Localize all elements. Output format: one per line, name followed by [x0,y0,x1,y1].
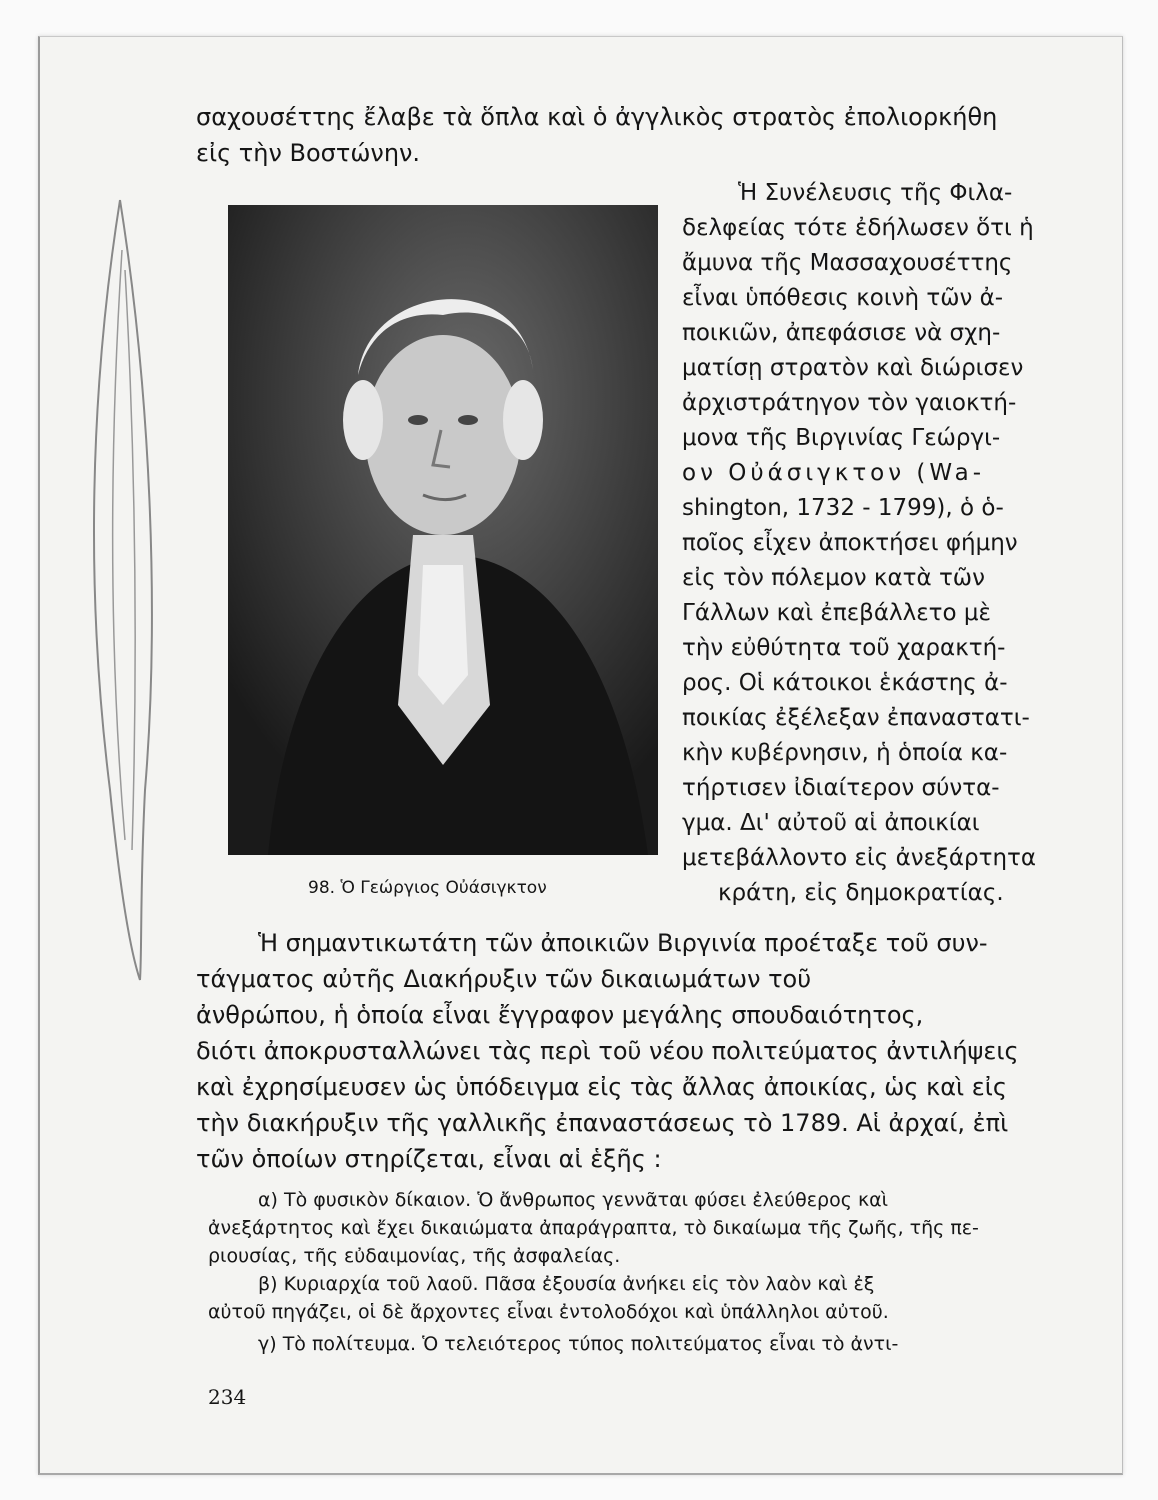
column-line-1: Ἡ Συνέλευσις τῆς Φιλα- [738,180,1013,206]
column-line-19: γμα. Δι' αὐτοῦ αἱ ἀποικίαι [682,810,980,836]
body-line-4: διότι ἀποκρυσταλλώνει τὰς περὶ τοῦ νέου πολιτεύματος ἀντιλήψεις [196,1037,1019,1065]
column-line-12: εἰς τὸν πόλεμον κατὰ τῶν [682,565,985,591]
column-line-18: τήρτισεν ἰδιαίτερον σύντα- [682,775,1000,801]
column-line-13: Γάλλων καὶ ἐπεβάλλετο μὲ [682,600,991,626]
body-line-1: Ἡ σημαντικωτάτη τῶν ἀποικιῶν Βιργινία προέταξε τοῦ συν- [258,929,988,957]
portrait-caption: 98. Ὁ Γεώργιος Οὐάσιγκτον [308,878,547,898]
column-line-11: ποῖος εἶχεν ἀποκτήσει φήμην [682,530,1018,556]
column-line-21: κράτη, εἰς δημοκρατίας. [718,880,1004,906]
column-line-14: τὴν εὐθύτητα τοῦ χαρακτή- [682,635,1006,661]
column-line-15: ρος. Οἱ κάτοικοι ἑκάστης ἀ- [682,670,1008,696]
small-line-1: α) Τὸ φυσικὸν δίκαιον. Ὁ ἄνθρωπος γεννᾶται φύσει ἐλεύθερος καὶ [258,1189,889,1211]
column-line-17: κὴν κυβέρνησιν, ἡ ὁποία κα- [682,740,1008,766]
body-line-6: τὴν διακήρυξιν τῆς γαλλικῆς ἐπαναστάσεως τὸ 1789. Αἱ ἀρχαί, ἐπὶ [196,1109,1009,1137]
body-line-3: ἀνθρώπου, ἡ ὁποία εἶναι ἔγγραφον μεγάλης σπουδαιότητος, [196,1001,924,1029]
portrait-washington [228,205,658,855]
body-line-2: τάγματος αὐτῆς Διακήρυξιν τῶν δικαιωμάτων τοῦ [196,965,812,993]
column-line-2: δελφείας τότε ἐδήλωσεν ὅτι ἡ [682,215,1034,241]
column-line-8: μονα τῆς Βιργινίας Γεώργι- [682,425,1001,451]
column-line-9: ον Οὐάσιγκτον (Wa- [682,460,986,486]
small-line-4: β) Κυριαρχία τοῦ λαοῦ. Πᾶσα ἐξουσία ἀνήκει εἰς τὸν λαὸν καὶ ἐξ [258,1273,875,1295]
body-line-5: καὶ ἐχρησίμευσεν ὡς ὑπόδειγμα εἰς τὰς ἄλλας ἀποικίας, ὡς καὶ εἰς [196,1073,1007,1101]
column-line-10: shington, 1732 - 1799), ὁ ὁ- [682,495,1004,521]
body-line-7: τῶν ὁποίων στηρίζεται, εἶναι αἱ ἑξῆς : [196,1145,662,1173]
top-line-1: σαχουσέττης ἔλαβε τὰ ὅπλα καὶ ὁ ἀγγλικὸς στρατὸς ἐπολιορκήθη [196,103,998,131]
page-number: 234 [208,1385,247,1409]
column-line-16: ποικίας ἐξέλεξαν ἐπαναστατι- [682,705,1030,731]
small-line-2: ἀνεξάρτητος καὶ ἔχει δικαιώματα ἀπαράγραπτα, τὸ δικαίωμα τῆς ζωῆς, τῆς πε- [208,1217,979,1239]
column-line-6: ματίσῃ στρατὸν καὶ διώρισεν [682,355,1024,381]
top-line-2: εἰς τὴν Βοστώνην. [196,139,421,167]
small-line-5: αὐτοῦ πηγάζει, οἱ δὲ ἄρχοντες εἶναι ἐντολοδόχοι καὶ ὑπάλληλοι αὐτοῦ. [208,1301,889,1323]
small-line-3: ριουσίας, τῆς εὐδαιμονίας, τῆς ἀσφαλείας. [208,1245,621,1267]
column-line-4: εἶναι ὑπόθεσις κοινὴ τῶν ἀ- [682,285,1004,311]
column-line-20: μετεβάλλοντο εἰς ἀνεξάρτητα [682,845,1037,871]
pencil-doodle [80,190,170,990]
column-line-5: ποικιῶν, ἀπεφάσισε νὰ σχη- [682,320,1001,346]
small-line-6: γ) Τὸ πολίτευμα. Ὁ τελειότερος τύπος πολιτεύματος εἶναι τὸ ἀντι- [258,1333,899,1355]
column-line-3: ἄμυνα τῆς Μασσαχουσέττης [682,250,1013,276]
column-line-7: ἀρχιστράτηγον τὸν γαιοκτή- [682,390,1017,416]
